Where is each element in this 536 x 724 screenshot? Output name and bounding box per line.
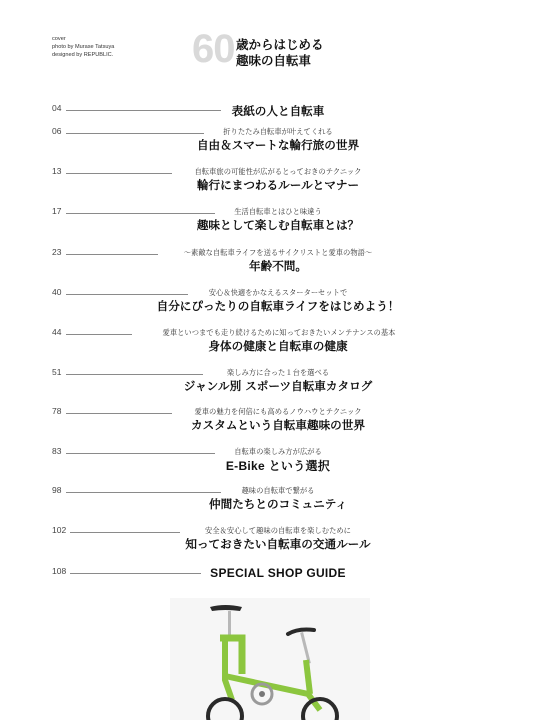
toc-page-number: 23 — [52, 247, 62, 257]
toc-title: 年齢不問。 — [249, 259, 307, 273]
toc-title: 知っておきたい自転車の交通ルール — [185, 537, 371, 551]
toc-title: 身体の健康と自転車の健康 — [208, 339, 348, 353]
toc-title: 表紙の人と自転車 — [231, 104, 325, 118]
credit-design: designed by REPUBLIC. — [52, 52, 114, 59]
toc-title: SPECIAL SHOP GUIDE — [210, 566, 346, 580]
toc-title: ジャンル別 スポーツ自転車カタログ — [183, 379, 373, 393]
toc-page-number: 102 — [52, 525, 67, 535]
toc-title: E-Bike という選択 — [225, 459, 331, 473]
toc-page-number: 51 — [52, 367, 62, 377]
toc-page-number: 98 — [52, 485, 62, 495]
toc-kicker: 趣味の自転車で繋がる — [241, 486, 315, 495]
toc-title: カスタムという自転車趣味の世界 — [191, 418, 365, 432]
toc-page-number: 13 — [52, 166, 62, 176]
toc-kicker: 安全＆安心して趣味の自転車を楽しむために — [205, 526, 351, 535]
toc-page-number: 83 — [52, 446, 62, 456]
toc-title: 趣味として楽しむ自転車とは？ — [196, 218, 360, 232]
toc-leader-line — [66, 254, 158, 255]
header-line-2: 趣味の自転車 — [236, 53, 312, 68]
header-line-1: 歳からはじめる — [236, 37, 324, 52]
bicycle-icon — [170, 598, 370, 720]
header-title — [236, 37, 324, 69]
toc-title: 輪行にまつわるルールとマナー — [196, 178, 360, 192]
toc-kicker: ～素敵な自転車ライフを送るサイクリストと愛車の物語～ — [183, 248, 373, 257]
toc-page-number: 04 — [52, 103, 62, 113]
toc-title: 自分にぴったりの自転車ライフをはじめよう！ — [156, 299, 400, 313]
toc-page-number: 108 — [52, 566, 67, 576]
toc-kicker: 生活自転車とはひと味違う — [234, 207, 322, 216]
toc-kicker: 自転車の楽しみ方が広がる — [234, 447, 322, 456]
credits — [52, 35, 114, 60]
toc-kicker: 愛車の魅力を何倍にも高めるノウハウとテクニック — [194, 407, 362, 416]
folding-bicycle-photo — [170, 598, 370, 720]
toc-kicker: 自転車旅の可能性が広がるとっておきのテクニック — [194, 167, 362, 176]
toc-title: 仲間たちとのコミュニティ — [209, 497, 347, 511]
toc-page-number: 06 — [52, 126, 62, 136]
toc-kicker: 楽しみ方に合った１台を選べる — [226, 368, 330, 377]
toc-leader-line — [66, 173, 172, 174]
toc-page-number: 78 — [52, 406, 62, 416]
toc-kicker: 折りたたみ自転車が叶えてくれる — [223, 127, 333, 136]
header-number: 60 — [192, 27, 235, 71]
toc-leader-line — [66, 334, 132, 335]
toc-page-number: 17 — [52, 206, 62, 216]
toc-title: 自由＆スマートな輪行旅の世界 — [196, 138, 360, 152]
toc-page-number: 40 — [52, 287, 62, 297]
toc-page-number: 44 — [52, 327, 62, 337]
credit-photo: photo by Murase Tatsuya — [52, 44, 115, 51]
credit-cover: cover — [52, 36, 66, 42]
toc-leader-line — [66, 413, 172, 414]
toc-kicker: 愛車といつまでも走り続けるために知っておきたいメンテナンスの基本 — [162, 328, 396, 337]
toc-kicker: 安心＆快適をかなえるスターターセットで — [208, 288, 348, 297]
